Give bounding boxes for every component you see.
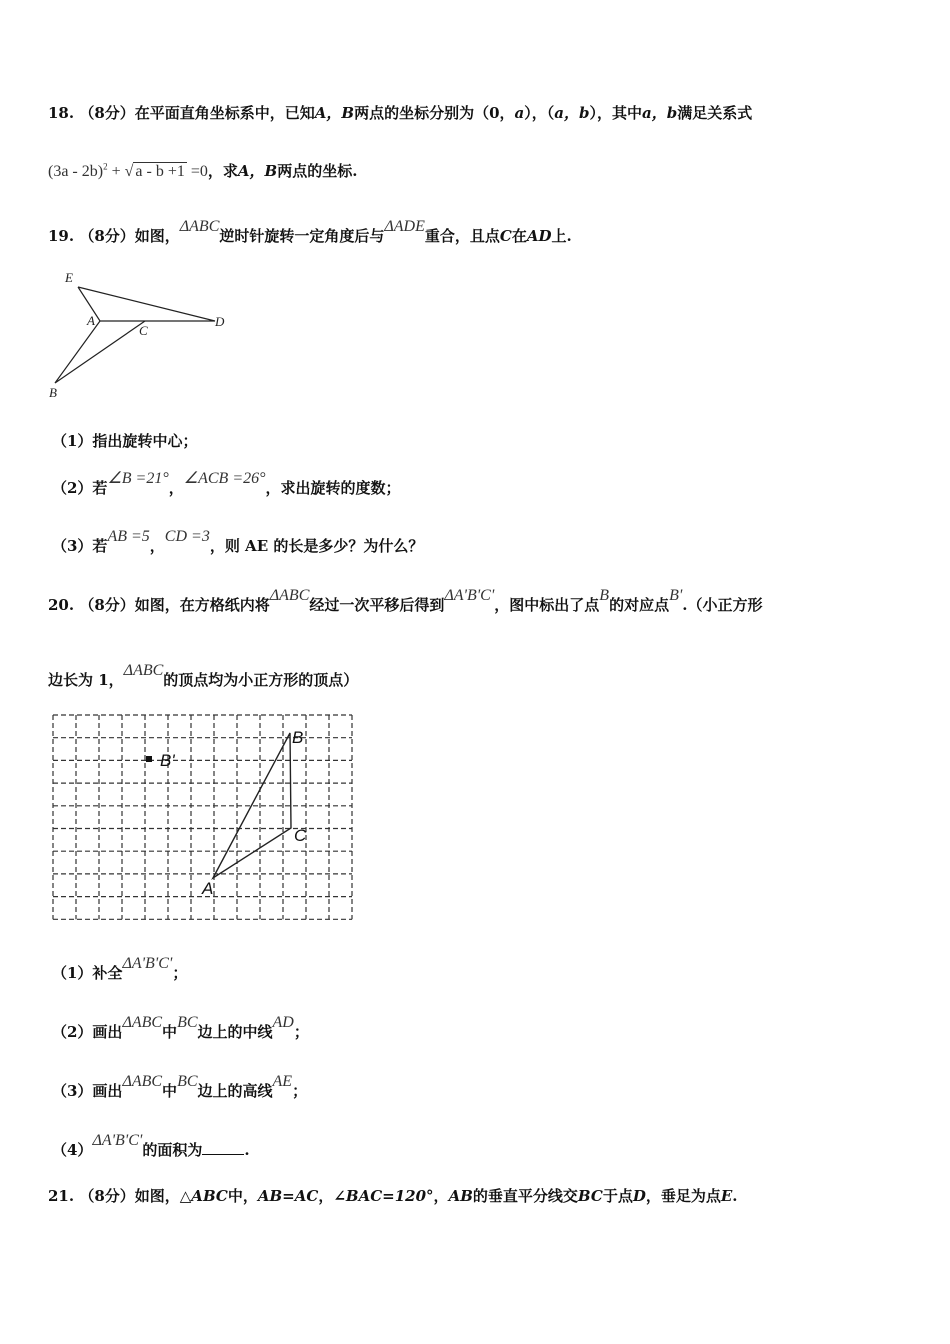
q18-text: 18. （8分）在平面直角坐标系中，已知 bbox=[48, 104, 315, 122]
q19-label-a: A bbox=[87, 313, 95, 328]
q18-text: ，求 bbox=[207, 162, 238, 180]
q20-triangle-abc: ΔABC bbox=[269, 587, 310, 604]
q18-text: 两点的坐标分别为（0， bbox=[354, 104, 515, 122]
q18-text: ），（ bbox=[524, 104, 555, 122]
q19-sub3: （3）若AB =5，CD =3，则 AE 的长是多少？为什么？ bbox=[52, 528, 424, 555]
q18-text: ），其中 bbox=[589, 104, 643, 122]
q21-line1: 21. （8分）如图，△ABC中，AB=AC，∠BAC=120°，AB的垂直平分线交BC于点D，垂足为点E. bbox=[48, 1187, 738, 1205]
q19-segment-ad: AD bbox=[526, 227, 552, 245]
q19-text: 重合，且点 bbox=[424, 227, 500, 245]
q20-triangle-abc-prime: ΔA'B'C' bbox=[444, 587, 495, 604]
q19-cd-length: CD =3 bbox=[164, 528, 210, 545]
q20-point-b: B bbox=[599, 587, 610, 604]
q19-text: 逆时针旋转一定角度后与 bbox=[219, 227, 385, 245]
q20-label-b-prime: B' bbox=[160, 751, 175, 770]
q19-text: 上. bbox=[551, 227, 572, 245]
q18-var: a bbox=[514, 104, 525, 122]
q18-text: 两点的坐标. bbox=[277, 162, 358, 180]
q19-text: 19. （8分）如图， bbox=[48, 227, 180, 245]
answer-blank[interactable] bbox=[202, 1142, 244, 1155]
q20-sub3: （3）画出ΔABC中BC边上的高线AE； bbox=[52, 1073, 308, 1100]
q18-points: A，B bbox=[237, 162, 278, 180]
q19-triangle-abc: ΔABC bbox=[179, 218, 220, 235]
q19-label-c: C bbox=[139, 323, 148, 338]
q18-line2 bbox=[48, 160, 357, 181]
q19-line1 bbox=[48, 218, 572, 246]
q19-angle-b: ∠B =21° bbox=[107, 470, 169, 487]
q20-triangle-abc: ΔABC bbox=[123, 662, 164, 679]
q18-var: a，b bbox=[642, 104, 678, 122]
q20-sub4: （4）ΔA'B'C'的面积为 . bbox=[52, 1132, 250, 1159]
q20-point-b-prime-marker bbox=[146, 756, 152, 762]
q19-point-c: C bbox=[499, 227, 512, 245]
q18-line1 bbox=[48, 102, 752, 123]
q18-var: a，b bbox=[554, 104, 590, 122]
q20-grid-figure bbox=[48, 710, 358, 930]
q20-label-b: B bbox=[292, 728, 304, 747]
q20-line1: 20. （8分）如图，在方格纸内将ΔABC经过一次平移后得到ΔA'B'C'，图中标出了点B的对应点B'.（小正方形 bbox=[48, 587, 763, 614]
q19-label-e: E bbox=[65, 270, 73, 285]
q19-triangle-ade: ΔADE bbox=[384, 218, 425, 235]
q20-line2: 边长为 1，ΔABC的顶点均为小正方形的顶点） bbox=[48, 662, 359, 689]
q20-point-b-prime: B' bbox=[669, 587, 683, 604]
q18-equation: (3a - 2b)$^2$ + √ a - b +1 =0 bbox=[48, 161, 208, 180]
q19-angle-acb: ∠ACB =26° bbox=[183, 470, 266, 487]
q19-figure bbox=[45, 265, 235, 405]
q19-label-d: D bbox=[215, 314, 225, 329]
q19-ab-length: AB =5 bbox=[107, 528, 150, 545]
q19-text: 在 bbox=[511, 227, 527, 245]
q18-points: A，B bbox=[314, 104, 355, 122]
q20-sub1: （1）补全ΔA'B'C'； bbox=[52, 955, 188, 982]
q19-label-b: B bbox=[49, 385, 57, 400]
q19-sub1: （1）指出旋转中心； bbox=[52, 432, 198, 450]
q19-sub2: （2）若∠B =21°，∠ACB =26°，求出旋转的度数； bbox=[52, 470, 401, 497]
q20-label-c: C bbox=[294, 826, 307, 845]
q18-text: 满足关系式 bbox=[677, 104, 753, 122]
q20-sub2: （2）画出ΔABC中BC边上的中线AD； bbox=[52, 1014, 309, 1041]
q20-label-a: A bbox=[202, 879, 214, 898]
